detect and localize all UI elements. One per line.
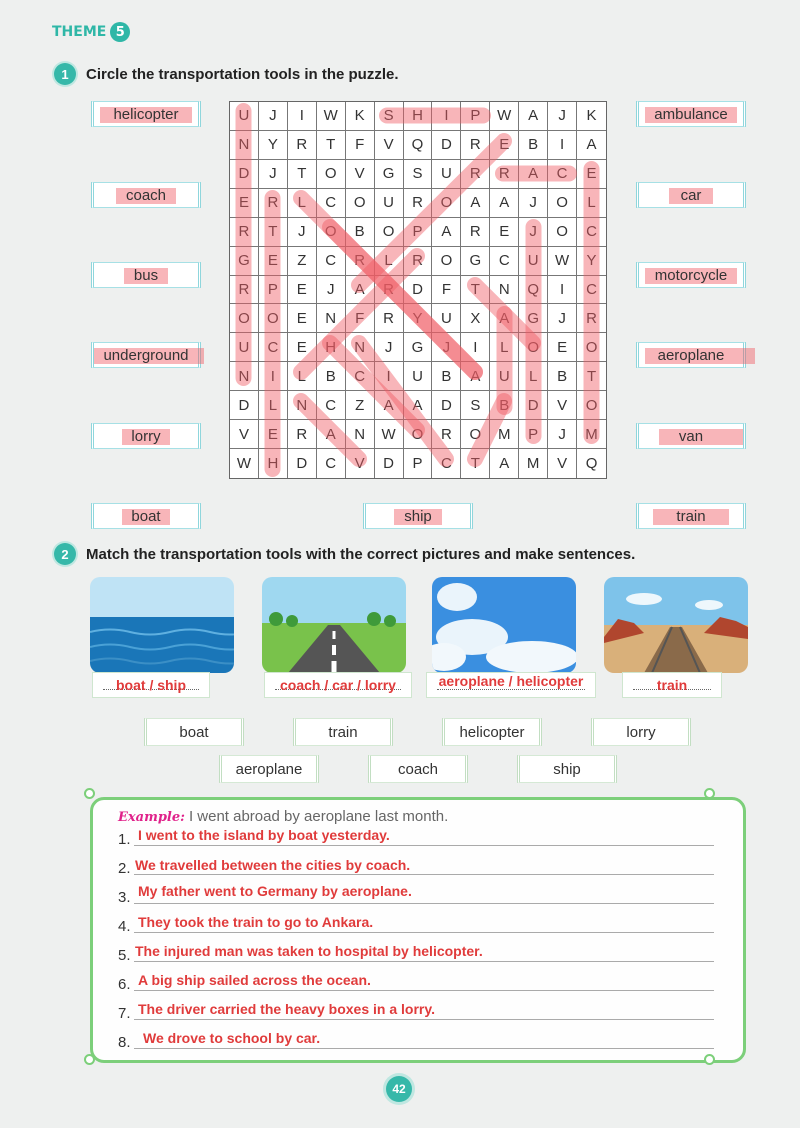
grid-cell[interactable]: E — [259, 420, 288, 449]
page-number: 42 — [386, 1076, 412, 1102]
grid-cell[interactable]: J — [432, 333, 461, 362]
grid-cell[interactable]: J — [317, 276, 346, 305]
grid-cell[interactable]: N — [317, 304, 346, 333]
grid-cell[interactable]: J — [259, 102, 288, 131]
sentence-number: 5. — [118, 947, 131, 964]
grid-cell[interactable]: I — [259, 362, 288, 391]
answer-line[interactable] — [134, 845, 714, 846]
grid-cell[interactable]: O — [577, 391, 606, 420]
grid-cell[interactable]: T — [577, 362, 606, 391]
word-tag-van: van — [636, 423, 746, 449]
grid-cell[interactable]: Q — [519, 276, 548, 305]
grid-cell[interactable]: Y — [259, 131, 288, 160]
theme-label: THEME — [52, 24, 107, 40]
grid-cell[interactable]: A — [490, 449, 519, 478]
grid-cell[interactable]: E — [490, 218, 519, 247]
grid-cell[interactable]: O — [259, 304, 288, 333]
grid-cell[interactable]: H — [317, 333, 346, 362]
word-tag-underground: underground — [91, 342, 201, 368]
sentence-answer: The injured man was taken to hospital by helicopter. — [135, 943, 483, 959]
picture-answer-4[interactable]: train — [622, 672, 722, 698]
grid-cell[interactable]: R — [577, 304, 606, 333]
grid-cell[interactable]: N — [346, 420, 375, 449]
grid-cell[interactable]: A — [404, 391, 433, 420]
grid-cell[interactable]: M — [519, 449, 548, 478]
grid-cell[interactable]: W — [375, 420, 404, 449]
sentence-number: 2. — [118, 860, 131, 877]
grid-cell[interactable]: A — [317, 420, 346, 449]
word-tag-bus: bus — [91, 262, 201, 288]
sentence-number: 7. — [118, 1005, 131, 1022]
grid-cell[interactable]: H — [404, 102, 433, 131]
answer-line[interactable] — [134, 1019, 714, 1020]
grid-cell[interactable]: Q — [404, 131, 433, 160]
grid-cell[interactable]: V — [548, 449, 577, 478]
grid-cell[interactable]: A — [490, 189, 519, 218]
sentence-answer: The driver carried the heavy boxes in a lorry. — [138, 1001, 435, 1017]
grid-cell[interactable]: V — [346, 160, 375, 189]
grid-cell[interactable]: R — [375, 304, 404, 333]
grid-cell[interactable]: U — [432, 304, 461, 333]
ring-decoration — [704, 1054, 715, 1065]
grid-cell[interactable]: R — [288, 420, 317, 449]
grid-cell[interactable]: O — [346, 189, 375, 218]
grid-cell[interactable]: P — [461, 102, 490, 131]
grid-cell[interactable]: B — [490, 391, 519, 420]
grid-cell[interactable]: P — [404, 449, 433, 478]
grid-cell[interactable]: L — [577, 189, 606, 218]
sentence-number: 8. — [118, 1034, 131, 1051]
grid-cell[interactable]: O — [577, 333, 606, 362]
ring-decoration — [84, 1054, 95, 1065]
grid-cell[interactable]: L — [288, 189, 317, 218]
grid-cell[interactable]: E — [577, 160, 606, 189]
picture-sea — [90, 577, 234, 673]
grid-cell[interactable]: A — [461, 362, 490, 391]
grid-cell[interactable]: W — [317, 102, 346, 131]
grid-cell[interactable]: L — [259, 391, 288, 420]
grid-cell[interactable]: R — [346, 247, 375, 276]
grid-cell[interactable]: T — [461, 449, 490, 478]
grid-cell[interactable]: E — [288, 333, 317, 362]
grid-cell[interactable]: R — [490, 160, 519, 189]
grid-cell[interactable]: C — [548, 160, 577, 189]
word-tag-motorcycle: motorcycle — [636, 262, 746, 288]
grid-cell[interactable]: J — [375, 333, 404, 362]
word-tag-train: train — [636, 503, 746, 529]
grid-cell[interactable]: F — [346, 131, 375, 160]
grid-cell[interactable]: O — [461, 420, 490, 449]
grid-cell[interactable]: R — [461, 160, 490, 189]
picture-answer-1[interactable]: boat / ship — [92, 672, 210, 698]
grid-cell[interactable]: O — [317, 218, 346, 247]
grid-cell[interactable]: G — [519, 304, 548, 333]
grid-cell[interactable]: F — [432, 276, 461, 305]
sentence-answer: I went to the island by boat yesterday. — [138, 827, 390, 843]
grid-cell[interactable]: O — [404, 420, 433, 449]
example-sentence — [118, 808, 448, 825]
grid-cell[interactable]: N — [230, 131, 259, 160]
grid-cell[interactable]: J — [288, 218, 317, 247]
ring-decoration — [704, 788, 715, 799]
theme-number: 5 — [110, 22, 130, 42]
grid-cell[interactable]: U — [519, 247, 548, 276]
grid-cell[interactable]: I — [375, 362, 404, 391]
exercise-2-instruction: Match the transportation tools with the correct pictures and make sentences. — [86, 545, 636, 563]
grid-cell[interactable]: R — [375, 276, 404, 305]
word-tag-boat: boat — [91, 503, 201, 529]
grid-cell[interactable]: V — [375, 131, 404, 160]
grid-cell[interactable]: C — [346, 362, 375, 391]
answer-line[interactable] — [134, 1048, 714, 1049]
grid-cell[interactable]: G — [375, 160, 404, 189]
grid-cell[interactable]: R — [230, 276, 259, 305]
grid-cell[interactable]: G — [404, 333, 433, 362]
grid-cell[interactable]: T — [317, 131, 346, 160]
grid-cell[interactable]: G — [230, 247, 259, 276]
exercise-2-heading — [54, 543, 635, 565]
exercise-1-instruction: Circle the transportation tools in the puzzle. — [86, 65, 399, 83]
grid-cell[interactable]: U — [375, 189, 404, 218]
grid-cell[interactable]: I — [288, 102, 317, 131]
grid-cell[interactable]: A — [461, 189, 490, 218]
word-bank-boat: boat — [144, 718, 244, 746]
grid-cell[interactable]: B — [519, 131, 548, 160]
grid-cell[interactable]: N — [490, 276, 519, 305]
grid-cell[interactable]: J — [259, 160, 288, 189]
word-search-grid[interactable] — [229, 101, 607, 479]
sentence-number: 1. — [118, 831, 131, 848]
grid-cell[interactable]: N — [346, 333, 375, 362]
grid-cell[interactable]: O — [548, 218, 577, 247]
grid-cell[interactable]: Y — [404, 304, 433, 333]
grid-cell[interactable]: I — [548, 131, 577, 160]
grid-cell[interactable]: M — [577, 420, 606, 449]
grid-cell[interactable]: J — [548, 420, 577, 449]
grid-cell[interactable]: A — [375, 391, 404, 420]
grid-cell[interactable]: T — [259, 218, 288, 247]
word-bank-coach: coach — [368, 755, 468, 783]
grid-cell[interactable]: U — [230, 333, 259, 362]
sentence-answer: They took the train to go to Ankara. — [138, 914, 374, 930]
grid-cell[interactable]: I — [461, 333, 490, 362]
word-bank-helicopter: helicopter — [442, 718, 542, 746]
grid-cell[interactable]: D — [519, 391, 548, 420]
grid-cell[interactable]: D — [375, 449, 404, 478]
word-bank-aeroplane: aeroplane — [219, 755, 319, 783]
grid-cell[interactable]: E — [288, 276, 317, 305]
grid-cell[interactable]: O — [432, 189, 461, 218]
grid-cell[interactable]: E — [288, 304, 317, 333]
grid-cell[interactable]: O — [432, 247, 461, 276]
word-tag-coach: coach — [91, 182, 201, 208]
grid-cell[interactable]: D — [404, 276, 433, 305]
grid-cell[interactable]: F — [346, 304, 375, 333]
grid-cell[interactable]: B — [317, 362, 346, 391]
example-text: I went abroad by aeroplane last month. — [188, 808, 449, 825]
grid-cell[interactable]: L — [519, 362, 548, 391]
grid-cell[interactable]: W — [548, 247, 577, 276]
answer-line[interactable] — [134, 990, 714, 991]
exercise-1-number: 1 — [54, 63, 76, 85]
exercise-2-number: 2 — [54, 543, 76, 565]
grid-cell[interactable]: C — [317, 391, 346, 420]
grid-cell[interactable]: T — [288, 160, 317, 189]
grid-cell[interactable]: G — [461, 247, 490, 276]
picture-answer-2[interactable]: coach / car / lorry — [264, 672, 412, 698]
sentence-answer: My father went to Germany by aeroplane. — [138, 883, 412, 899]
grid-cell[interactable]: R — [461, 131, 490, 160]
grid-cell[interactable]: P — [519, 420, 548, 449]
grid-cell[interactable]: S — [375, 102, 404, 131]
grid-cell[interactable]: C — [317, 449, 346, 478]
grid-cell[interactable]: A — [432, 218, 461, 247]
grid-cell[interactable]: S — [461, 391, 490, 420]
answer-line[interactable] — [134, 961, 714, 962]
grid-cell[interactable]: R — [461, 218, 490, 247]
word-tag-aeroplane: aeroplane — [636, 342, 746, 368]
grid-cell[interactable]: K — [346, 102, 375, 131]
grid-cell[interactable]: I — [548, 276, 577, 305]
grid-cell[interactable]: A — [490, 304, 519, 333]
word-bank-train: train — [293, 718, 393, 746]
grid-cell[interactable]: W — [230, 449, 259, 478]
grid-cell[interactable]: D — [432, 391, 461, 420]
grid-cell[interactable]: A — [519, 160, 548, 189]
grid-cell[interactable]: O — [375, 218, 404, 247]
grid-cell[interactable]: O — [548, 189, 577, 218]
grid-cell[interactable]: C — [259, 333, 288, 362]
sentence-number: 4. — [118, 918, 131, 935]
grid-cell[interactable]: D — [288, 449, 317, 478]
grid-cell[interactable]: J — [548, 102, 577, 131]
grid-cell[interactable]: C — [577, 218, 606, 247]
ring-decoration — [84, 788, 95, 799]
grid-cell[interactable]: R — [432, 420, 461, 449]
grid-cell[interactable]: C — [490, 247, 519, 276]
grid-cell[interactable]: H — [259, 449, 288, 478]
grid-cell[interactable]: M — [490, 420, 519, 449]
grid-cell[interactable]: D — [230, 160, 259, 189]
grid-cell[interactable]: R — [259, 189, 288, 218]
grid-cell[interactable]: R — [404, 189, 433, 218]
word-tag-ship: ship — [363, 503, 473, 529]
grid-cell[interactable]: X — [461, 304, 490, 333]
grid-cell[interactable]: N — [288, 391, 317, 420]
grid-cell[interactable]: O — [519, 333, 548, 362]
grid-cell[interactable]: U — [490, 362, 519, 391]
grid-cell[interactable]: V — [346, 449, 375, 478]
grid-cell[interactable]: U — [230, 102, 259, 131]
sentence-answer: We travelled between the cities by coach. — [135, 857, 411, 873]
grid-cell[interactable]: A — [346, 276, 375, 305]
grid-cell[interactable]: J — [519, 218, 548, 247]
grid-cell[interactable]: C — [577, 276, 606, 305]
grid-cell[interactable]: C — [317, 247, 346, 276]
grid-cell[interactable]: W — [490, 102, 519, 131]
word-tag-lorry: lorry — [91, 423, 201, 449]
sentence-answer: We drove to school by car. — [143, 1030, 321, 1046]
grid-cell[interactable]: B — [346, 218, 375, 247]
grid-cell[interactable]: P — [404, 218, 433, 247]
grid-cell[interactable]: Z — [346, 391, 375, 420]
grid-cell[interactable]: V — [230, 420, 259, 449]
picture-sky — [432, 577, 576, 673]
grid-cell[interactable]: P — [259, 276, 288, 305]
grid-cell[interactable]: D — [230, 391, 259, 420]
grid-cell[interactable]: C — [317, 189, 346, 218]
word-tag-ambulance: ambulance — [636, 101, 746, 127]
grid-cell[interactable]: O — [317, 160, 346, 189]
grid-cell[interactable]: B — [432, 362, 461, 391]
grid-cell[interactable]: E — [230, 189, 259, 218]
example-label: Example: — [118, 810, 185, 825]
grid-cell[interactable]: S — [404, 160, 433, 189]
word-tag-helicopter: helicopter — [91, 101, 201, 127]
sentence-number: 3. — [118, 889, 131, 906]
grid-cell[interactable]: L — [375, 247, 404, 276]
grid-cell[interactable]: C — [432, 449, 461, 478]
grid-cell[interactable]: O — [230, 304, 259, 333]
grid-cell[interactable]: Q — [585, 455, 598, 473]
picture-answer-3[interactable]: aeroplane / helicopter — [426, 672, 596, 698]
picture-railway — [604, 577, 748, 673]
answer-line[interactable] — [134, 932, 714, 933]
grid-cell[interactable]: A — [577, 131, 606, 160]
grid-cell[interactable]: K — [577, 102, 606, 131]
grid-cell[interactable]: R — [288, 131, 317, 160]
grid-cell[interactable]: E — [259, 247, 288, 276]
word-bank-ship: ship — [517, 755, 617, 783]
grid-cell[interactable]: I — [432, 102, 461, 131]
answer-line[interactable] — [134, 874, 714, 875]
grid-cell[interactable]: Z — [288, 247, 317, 276]
grid-cell[interactable]: B — [548, 362, 577, 391]
grid-cell[interactable]: E — [490, 131, 519, 160]
grid-cell[interactable]: V — [548, 391, 577, 420]
sentence-answer: A big ship sailed across the ocean. — [138, 972, 371, 988]
grid-cell[interactable]: Y — [577, 247, 606, 276]
answer-line[interactable] — [134, 903, 714, 904]
exercise-1-heading — [54, 63, 399, 85]
grid-cell[interactable]: U — [404, 362, 433, 391]
grid-cell[interactable]: N — [230, 362, 259, 391]
word-tag-car: car — [636, 182, 746, 208]
grid-cell[interactable]: D — [432, 131, 461, 160]
grid-cell[interactable]: J — [519, 189, 548, 218]
theme-header — [52, 22, 130, 42]
grid-cell[interactable]: E — [548, 333, 577, 362]
grid-cell[interactable]: R — [230, 218, 259, 247]
grid-cell[interactable]: U — [432, 160, 461, 189]
sentence-number: 6. — [118, 976, 131, 993]
grid-cell[interactable]: J — [548, 304, 577, 333]
grid-cell[interactable]: A — [519, 102, 548, 131]
grid-cell[interactable]: L — [490, 333, 519, 362]
grid-cell[interactable]: R — [404, 247, 433, 276]
grid-cell[interactable]: T — [461, 276, 490, 305]
picture-road — [262, 577, 406, 673]
word-bank-lorry: lorry — [591, 718, 691, 746]
grid-cell[interactable]: L — [288, 362, 317, 391]
